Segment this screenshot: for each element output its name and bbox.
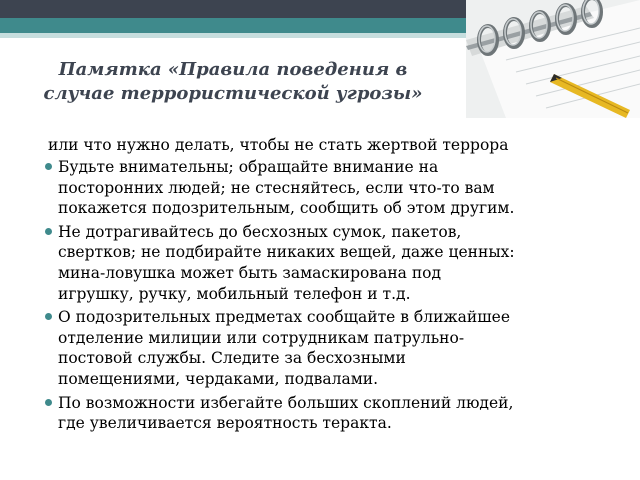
list-item — [45, 222, 635, 304]
bullet-icon — [45, 399, 52, 406]
list-item-line: О подозрительных предметах сообщайте в ближайшее — [58, 308, 511, 327]
list-item-line: Не дотрагивайтесь до бесхозных сумок, пакетов, — [58, 222, 462, 241]
bullet-icon — [45, 228, 52, 235]
list-item-line: постовой службы. Следите за бесхозными — [58, 349, 406, 368]
list-item — [45, 393, 635, 434]
list-item-line: Будьте внимательны; обращайте внимание на — [58, 158, 439, 176]
list-item-line: покажется подозрительным, сообщить об этом другим. — [58, 199, 515, 218]
header-bar-light — [0, 33, 466, 38]
list-item-line: игрушку, ручку, мобильный телефон и т.д. — [58, 284, 411, 303]
notebook-pencil-icon — [466, 0, 640, 118]
list-item-line: По возможности избегайте больших скоплений людей, — [58, 393, 514, 412]
title-line-1: Памятка «Правила поведения в — [58, 59, 408, 80]
list-item-line: где увеличивается вероятность теракта. — [58, 414, 392, 433]
list-item-line: помещениями, чердаками, подвалами. — [58, 369, 379, 388]
bullet-icon — [45, 313, 52, 320]
list-item-line: отделение милиции или сотрудникам патрульно- — [58, 328, 465, 347]
list-item — [45, 307, 635, 389]
list-item-line: посторонних людей; не стесняйтесь, если что-то вам — [58, 178, 495, 197]
notebook-pencil-image — [466, 0, 640, 118]
bullet-icon — [45, 163, 52, 170]
subtitle: или что нужно делать, чтобы не стать жертвой террора — [48, 136, 509, 154]
title-line-2: случае террористической угрозы» — [43, 83, 423, 104]
header-bar-dark — [0, 0, 466, 18]
bullet-list — [45, 157, 635, 437]
list-item — [45, 157, 635, 219]
list-item-line: мина-ловушка может быть замаскирована под — [58, 263, 442, 282]
header-bar-teal — [0, 18, 466, 33]
list-item-line: свертков; не подбирайте никаких вещей, даже ценных: — [58, 243, 515, 262]
slide-title — [0, 58, 466, 106]
